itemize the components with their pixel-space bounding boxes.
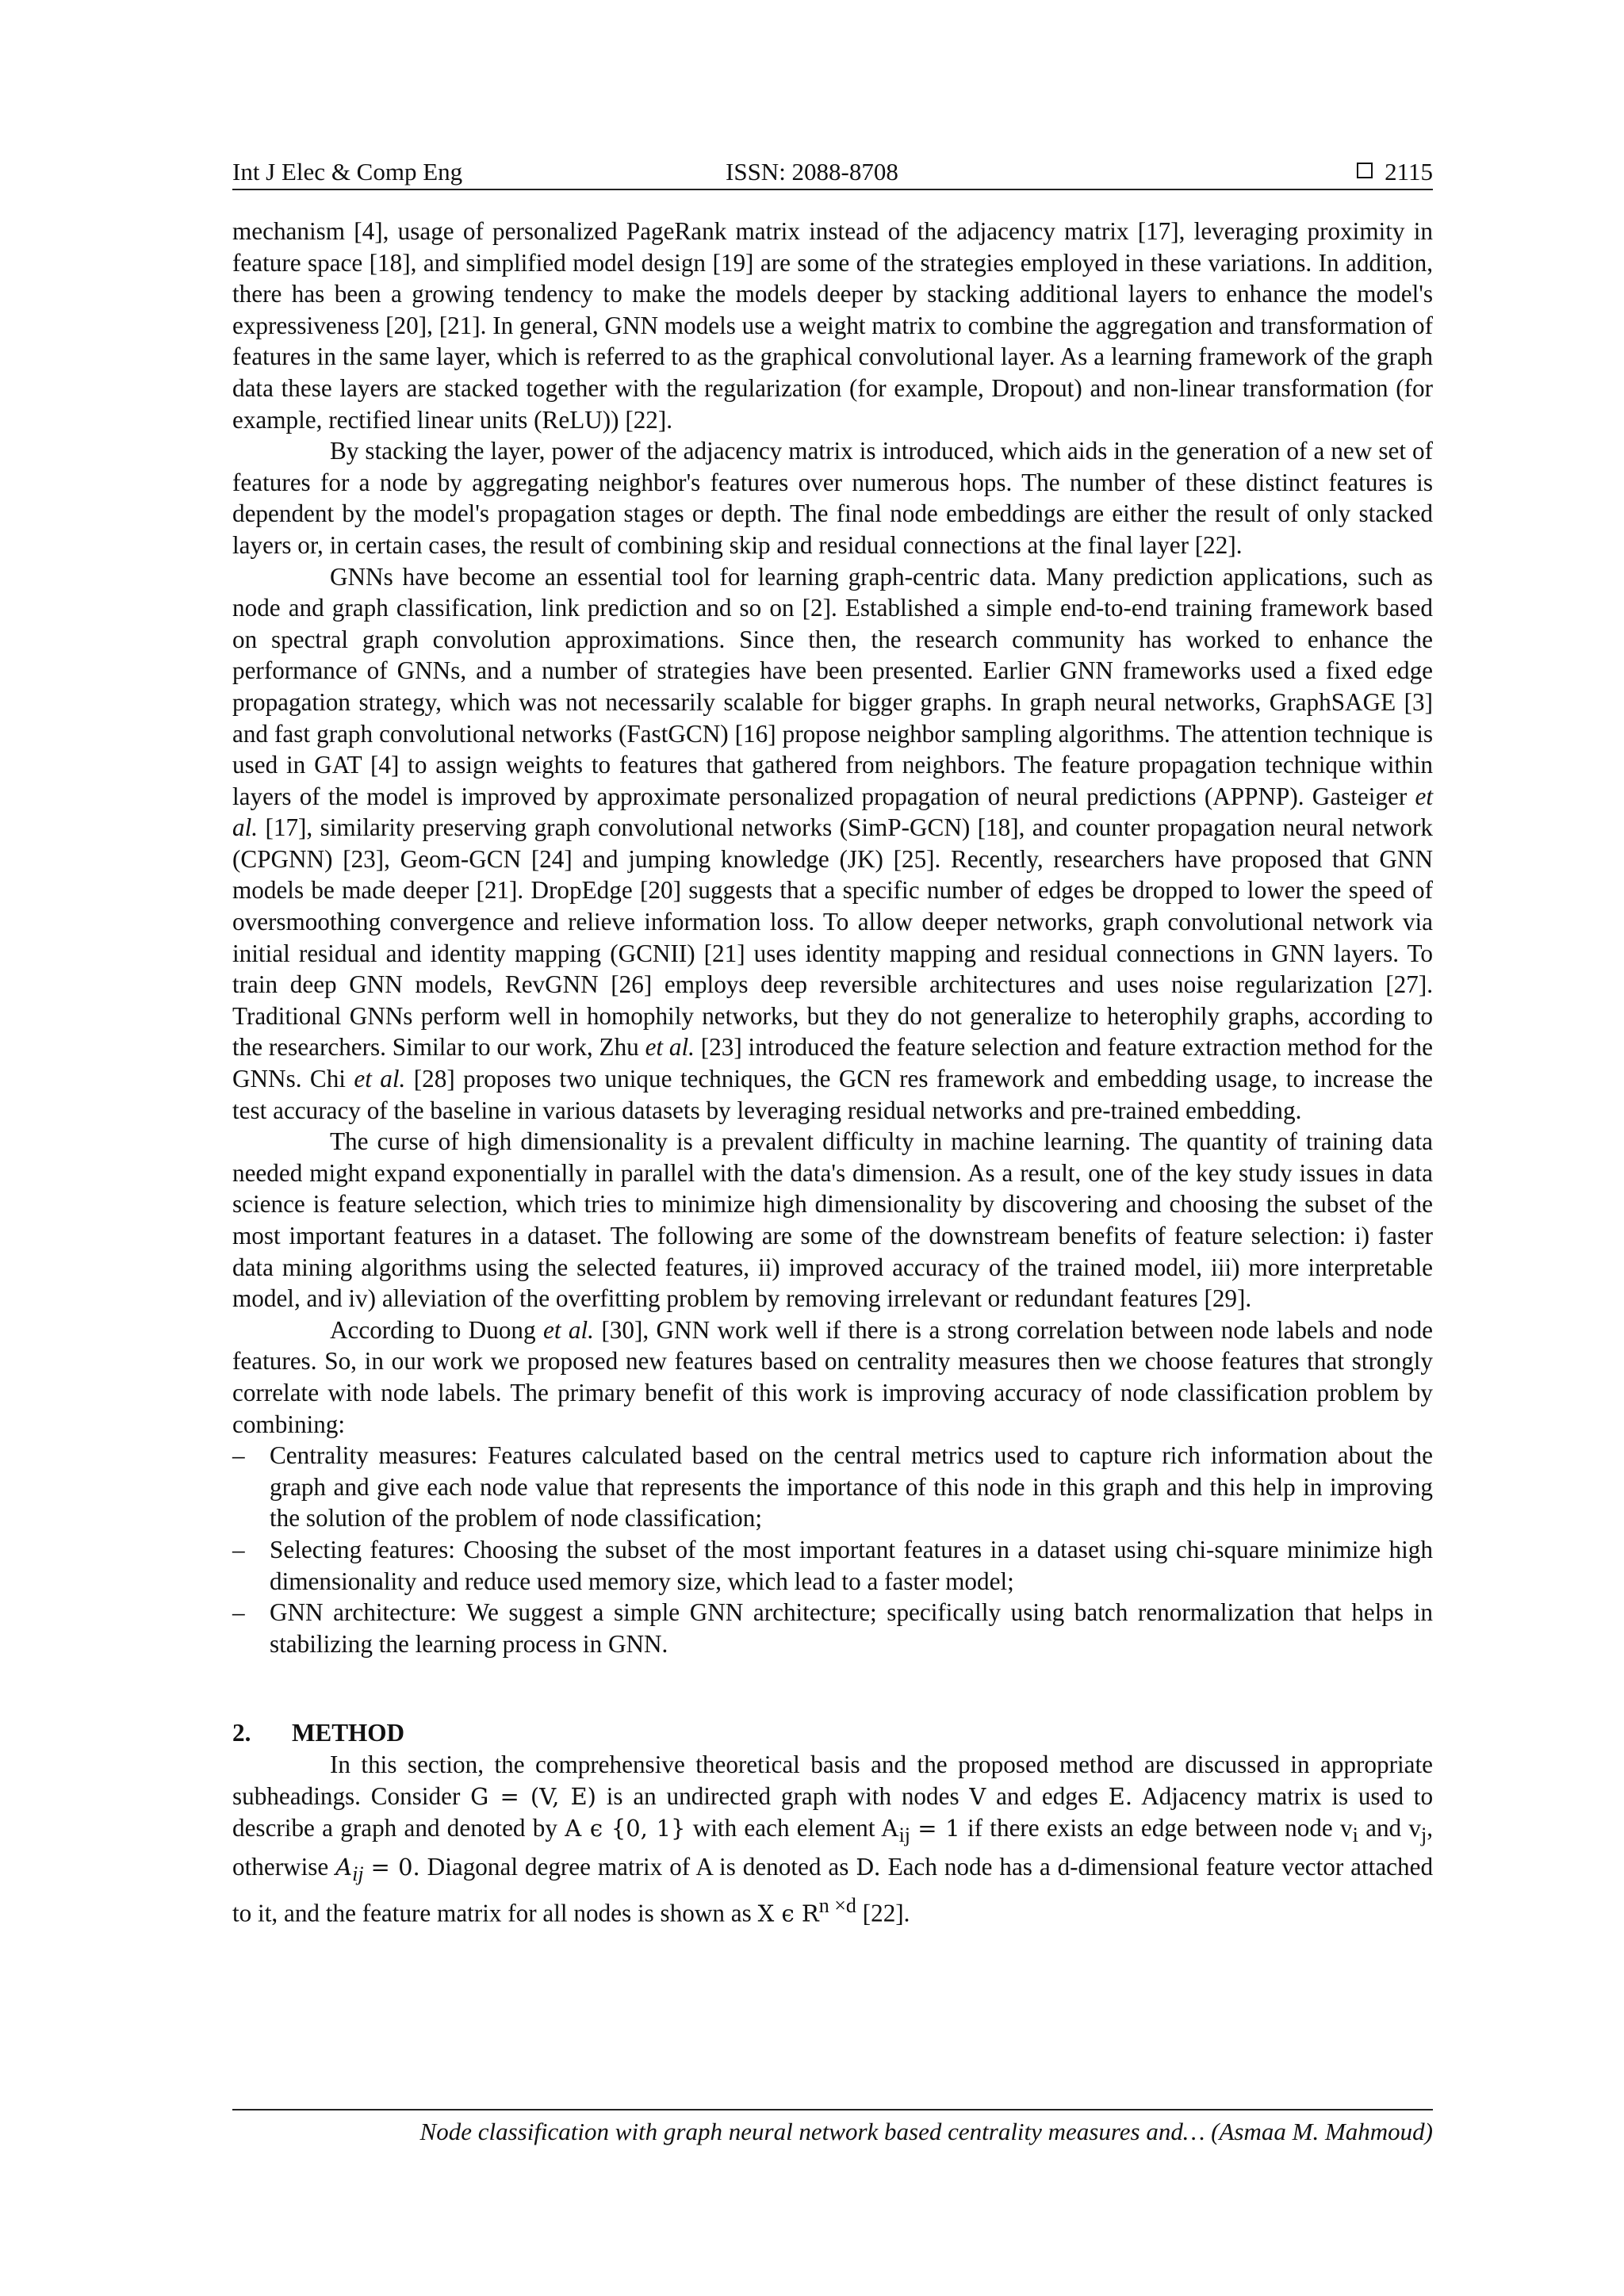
contribution-list: [232, 1440, 1433, 1659]
section-number: 2.: [232, 1719, 251, 1747]
method-paragraph: In this section, the comprehensive theoretical basis and the proposed method are discussed in appropriate subheadings. Consider G = (V, E) is an undirected graph with nodes V and edges E. Adjacency matrix is used to describe a graph and denoted by A ϵ {0, 1} with each element $A_{ij} = 1$ if there exists an edge between node $v_i$ and $v_j$, otherwise $A_{ij} = 0$. Diagonal degree matrix of A is denoted as D. Each node has a d-dimensional feature vector attached to it, and the feature matrix for all nodes is shown as X ϵ $R^{n \times d}$ [22].: [232, 1750, 1434, 1927]
dash-icon: –: [232, 1441, 245, 1470]
paragraph-2: By stacking the layer, power of the adjacency matrix is introduced, which aids in the generation of a new set of features for a node by aggregating neighbor's features over numerous hops. The number of these distinct features is dependent by the model's propagation stages or depth. The final node embeddings are either the result of only stacked layers or, in certain cases, the result of combining skip and residual connections at the final layer [22].: [232, 437, 1433, 559]
running-footer: Node classification with graph neural network based centrality measures and… (Asmaa M. Mahmoud): [419, 2118, 1433, 2145]
section-heading: [232, 1717, 1433, 1749]
page-header: [232, 155, 1433, 190]
list-item: – Centrality measures: Features calculated based on the central metrics used to capture rich information about the graph and give each node value that represents the importance of this node in this graph and this help in improving the solution of the problem of node classification;: [232, 1441, 1433, 1533]
paragraph-3: GNNs have become an essential tool for learning graph-centric data. Many prediction applications, such as node and graph classification, link prediction and so on [2]. Established a simple end-to-end training framework based on spectral graph convolution approximations. Since then, the research community has worked to enhance the performance of GNNs, and a number of strategies have been presented. Earlier GNN frameworks used a fixed edge propagation strategy, which was not necessarily scalable for bigger graphs. In graph neural networks, GraphSAGE [3] and fast graph convolutional networks (FastGCN) [16] propose neighbor sampling algorithms. The attention technique is used in GAT [4] to assign weights to features that gathered from neighbors. The feature propagation technique within layers of the model is improved by approximate personalized propagation of neural predictions (APPNP). Gasteiger et al. [17], similarity preserving graph convolutional networks (SimP-GCN) [18], and counter propagation neural network (CPGNN) [23], Geom-GCN [24] and jumping knowledge (JK) [25]. Recently, researchers have proposed that GNN models be made deeper [21]. DropEdge [20] suggests that a specific number of edges be dropped to lower the speed of oversmoothing convergence and relieve information loss. To allow deeper networks, graph convolutional network via initial residual and identity mapping (GCNII) [21] uses identity mapping and residual connections in GNN layers. To train deep GNN models, RevGNN [26] employs deep reversible architectures and uses noise regularization [27]. Traditional GNNs perform well in homophily networks, but they do not generalize to heterophily graphs, according to the researchers. Similar to our work, Zhu et al. [23] introduced the feature selection and feature extraction method for the GNNs. Chi et al. [28] proposes two unique techniques, the GCN res framework and embedding usage, to increase the test accuracy of the baseline in various datasets by leveraging residual networks and pre-trained embedding.: [232, 562, 1434, 1124]
list-item: – Selecting features: Choosing the subset of the most important features in a dataset using chi-square minimize high dimensionality and reduce used memory size, which lead to a faster model;: [232, 1535, 1433, 1595]
square-bullet-icon: [1357, 163, 1373, 178]
paragraph-5: According to Duong et al. [30], GNN work well if there is a strong correlation between node labels and node features. So, in our work we proposed new features based on centrality measures then we choose features that strongly correlate with node labels. The primary benefit of this work is improving accuracy of node classification problem by combining:: [232, 1315, 1434, 1438]
paragraph-4: The curse of high dimensionality is a prevalent difficulty in machine learning. The quantity of training data needed might expand exponentially in parallel with the data's dimension. As a result, one of the key study issues in data science is feature selection, which tries to minimize high dimensionality by discovering and choosing the subset of the most important features in a dataset. The following are some of the downstream benefits of feature selection: i) faster data mining algorithms using the selected features, ii) improved accuracy of the trained model, iii) more interpretable model, and iv) alleviation of the overfitting problem by removing irrelevant or redundant features [29].: [232, 1127, 1433, 1313]
page-number: 2115: [1385, 158, 1433, 186]
dash-icon: –: [232, 1535, 245, 1563]
paragraph-1: mechanism [4], usage of personalized PageRank matrix instead of the adjacency matrix [17], leveraging proximity in feature space [18], and simplified model design [19] are some of the strategies employed in these variations. In addition, there has been a growing tendency to make the models deeper by stacking additional layers to enhance the model's expressiveness [20], [21]. In general, GNN models use a weight matrix to combine the aggregation and transformation of features in the same layer, which is referred to as the graphical convolutional layer. As a learning framework of the graph data these layers are stacked together with the regularization (for example, Dropout) and non-linear transformation (for example, rectified linear units (ReLU)) [22].: [232, 217, 1433, 434]
dash-icon: –: [232, 1598, 245, 1627]
section-title: METHOD: [292, 1719, 405, 1747]
footer-divider: [232, 2109, 1433, 2110]
body-text: [232, 216, 1433, 1930]
journal-name: Int J Elec & Comp Eng: [232, 158, 463, 186]
issn: ISSN: 2088-8708: [726, 158, 898, 186]
list-item: – GNN architecture: We suggest a simple GNN architecture; specifically using batch renormalization that helps in stabilizing the learning process in GNN.: [232, 1598, 1433, 1658]
